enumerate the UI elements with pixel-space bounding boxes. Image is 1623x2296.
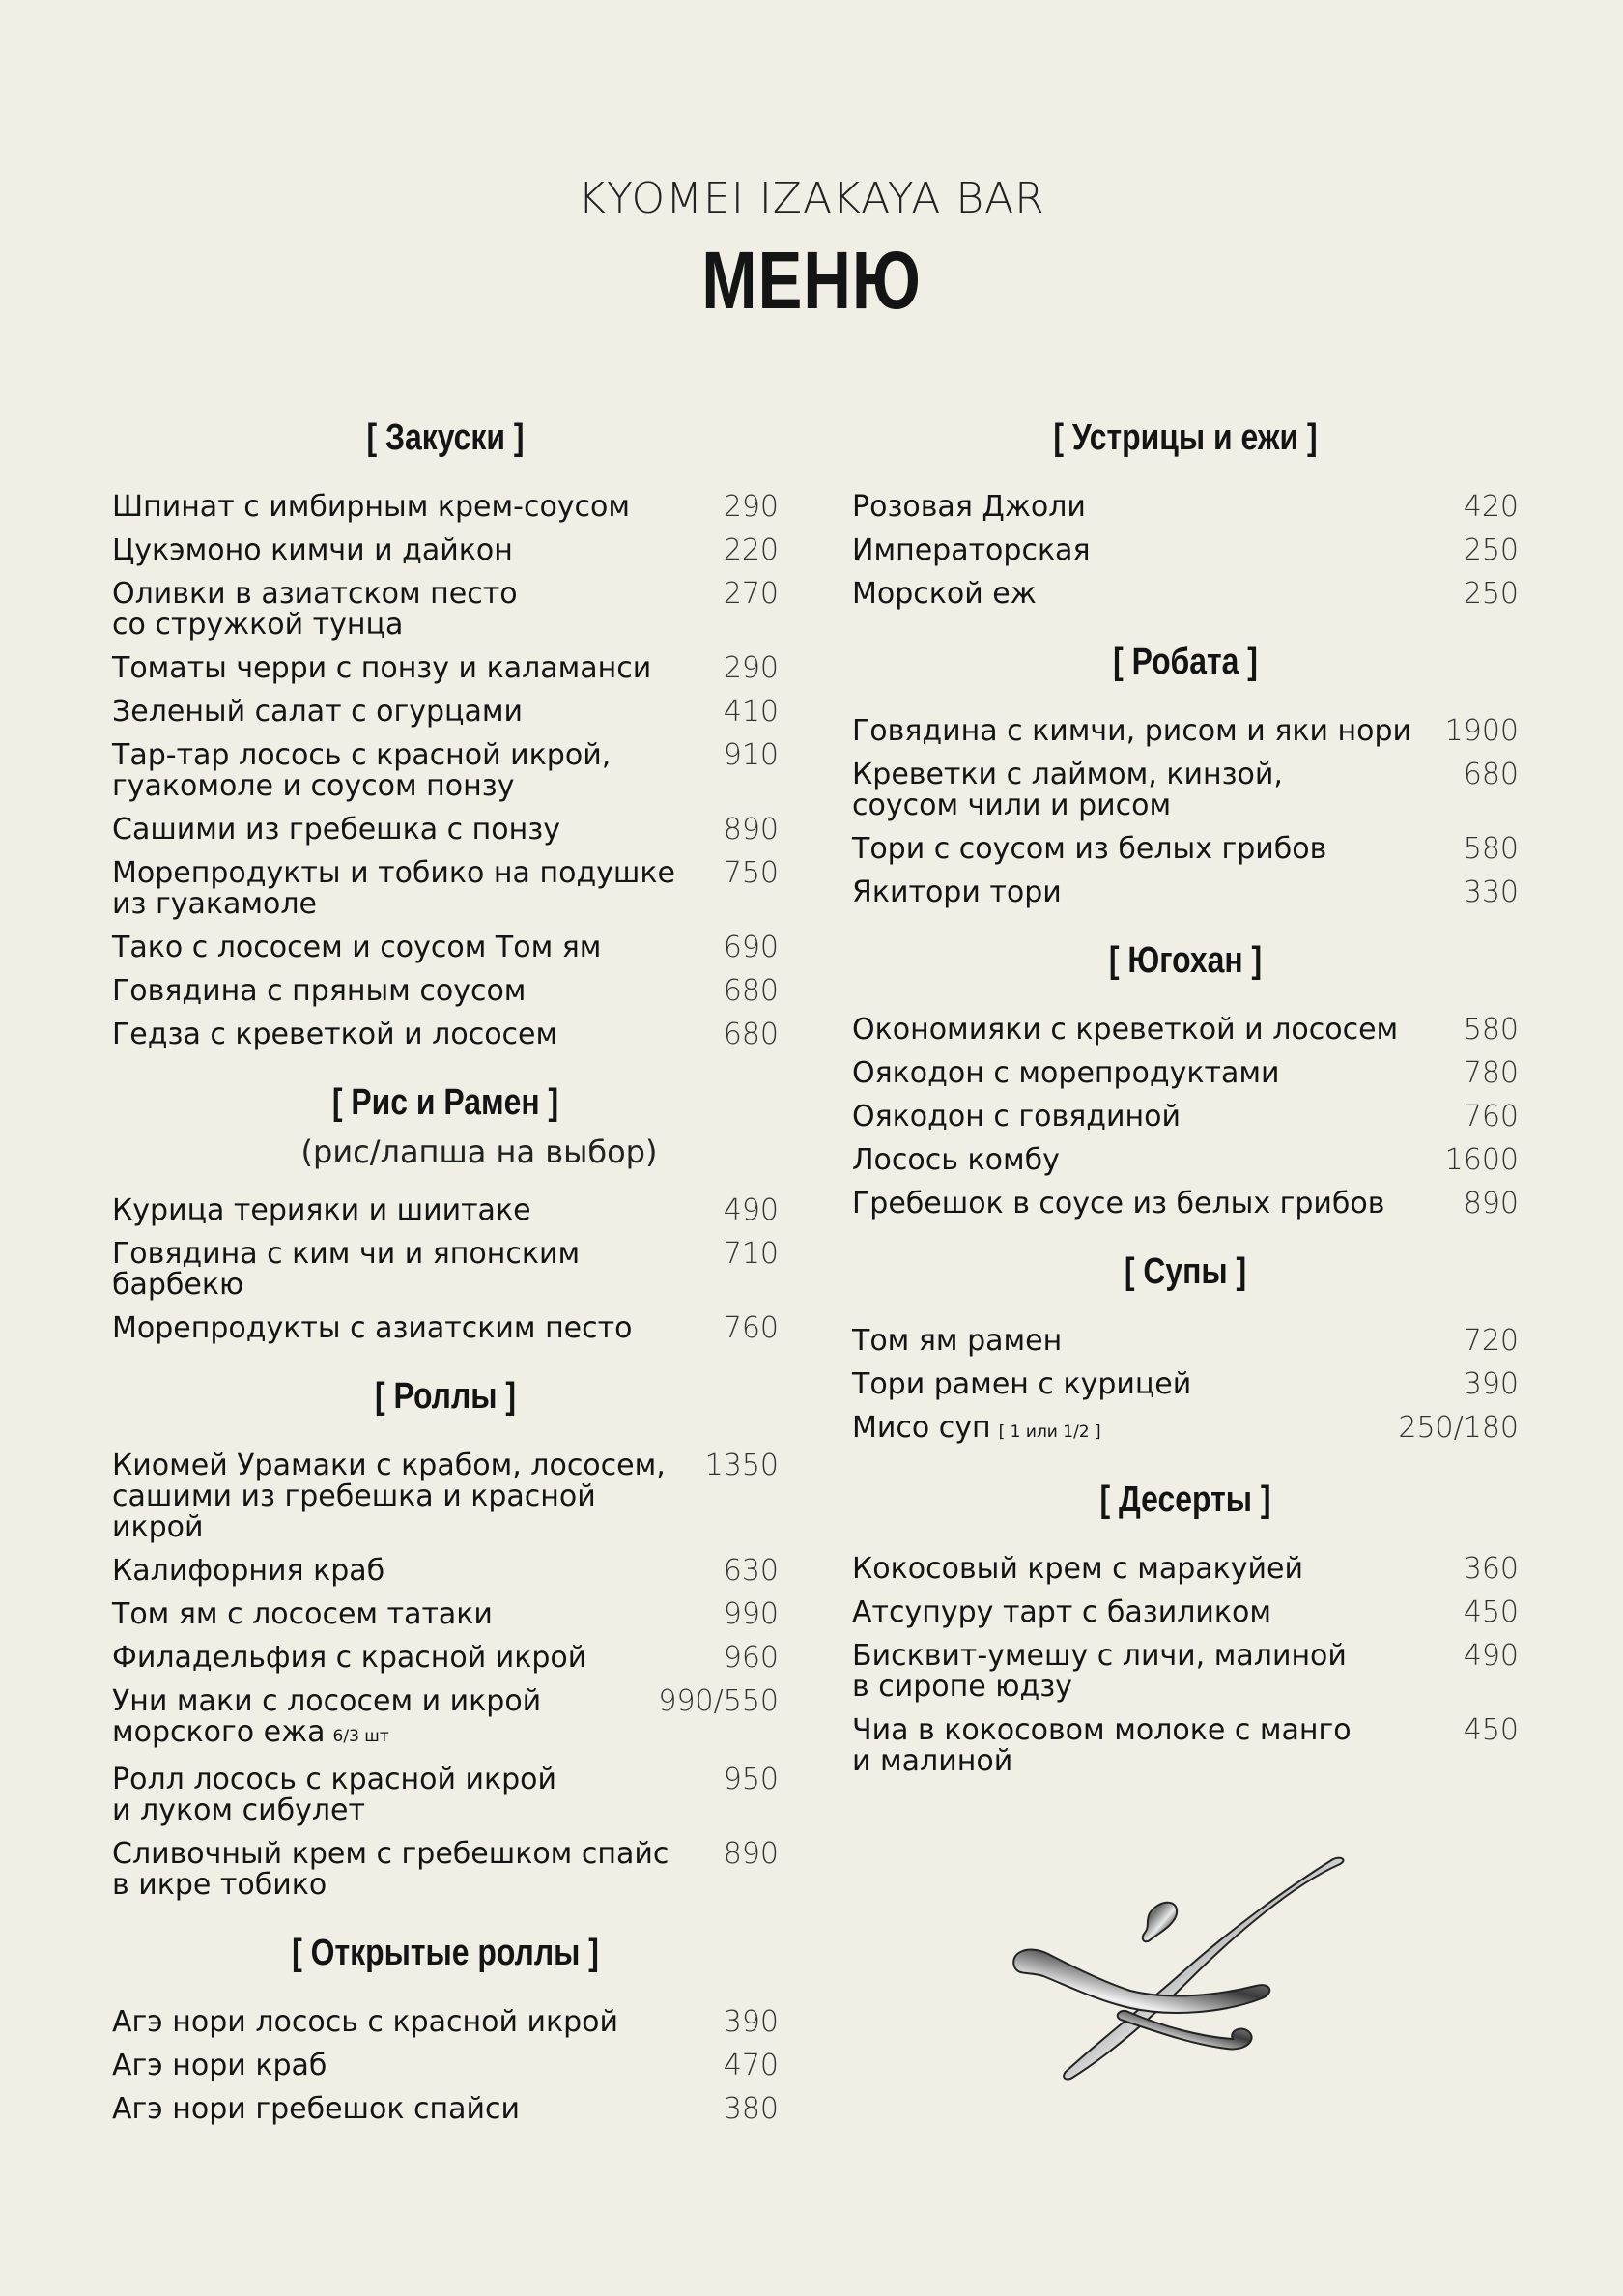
item-price: 760 — [723, 1311, 779, 1345]
item-name — [852, 716, 1411, 747]
item-name — [112, 815, 560, 846]
item-name-text: Филадельфия с красной икрой — [112, 1641, 587, 1675]
item-name-text: Агэ нори лосось с красной икрой — [112, 2005, 619, 2039]
item-name-text: Агэ нори краб — [112, 2049, 327, 2082]
item-name — [852, 579, 1037, 610]
item-name — [852, 1554, 1303, 1585]
menu-section — [852, 1473, 1519, 1777]
item-price: 780 — [1463, 1056, 1519, 1090]
item-name-text: Морепродукты и тобико на подушке из гуакамоле — [112, 856, 675, 921]
item-name — [852, 1326, 1062, 1357]
item-price: 450 — [1463, 1713, 1519, 1747]
item-name-text: Тори с соусом из белых грибов — [852, 832, 1327, 866]
item-note: [ 1 или 1/2 ] — [998, 1422, 1101, 1442]
item-name-text: Кокосовый крем с маракуйей — [852, 1552, 1303, 1586]
menu-item — [112, 1686, 779, 1752]
item-name — [112, 1019, 557, 1050]
item-note: 6/3 шт — [332, 1727, 389, 1746]
item-name — [112, 1556, 384, 1587]
item-price: 380 — [723, 2092, 779, 2126]
menu-item — [852, 1326, 1519, 1357]
item-name-text: Мисо суп — [852, 1411, 991, 1445]
item-price: 250 — [1463, 533, 1519, 567]
menu-item — [112, 2051, 779, 2081]
menu-item — [852, 1413, 1519, 1448]
menu-section — [112, 1369, 779, 1901]
item-name — [112, 858, 675, 920]
item-price: 1900 — [1444, 714, 1519, 748]
item-price: 290 — [723, 651, 779, 685]
menu-item — [112, 697, 779, 728]
item-name-text: Лосось комбу — [852, 1143, 1060, 1177]
menu-item — [852, 716, 1519, 747]
item-name — [112, 1643, 586, 1674]
menu-item — [112, 492, 779, 523]
item-name — [112, 933, 601, 963]
item-name — [112, 740, 611, 802]
item-price: 680 — [723, 1018, 779, 1051]
menu-item — [112, 1239, 779, 1301]
section-title: [ Супы ] — [1124, 1251, 1247, 1292]
item-price: 360 — [1463, 1552, 1519, 1586]
item-name — [112, 1239, 712, 1301]
item-name — [112, 653, 651, 684]
menu-item — [112, 1450, 779, 1543]
menu-item — [112, 976, 779, 1007]
section-title: [ Открытые роллы ] — [292, 1933, 599, 1973]
menu-item — [112, 579, 779, 641]
item-price: 690 — [723, 931, 779, 964]
item-name — [112, 2007, 618, 2038]
menu-item — [112, 535, 779, 566]
item-name-text: Говядина с ким чи и японским барбекю — [112, 1237, 581, 1302]
menu-item — [112, 1313, 779, 1344]
item-price: 910 — [723, 738, 779, 772]
item-price: 720 — [1463, 1324, 1519, 1358]
menu-item — [112, 1643, 779, 1674]
menu-section — [112, 1926, 779, 2125]
item-price: 250/180 — [1398, 1411, 1519, 1445]
item-name — [852, 1369, 1191, 1400]
item-price: 890 — [723, 1837, 779, 1871]
item-name-text: Морской еж — [852, 577, 1037, 611]
item-name — [852, 1715, 1352, 1777]
item-price: 960 — [723, 1641, 779, 1675]
item-name-text: Том ям с лососем татаки — [112, 1597, 493, 1631]
menu-item — [852, 1597, 1519, 1628]
item-name — [112, 1839, 669, 1901]
item-name-text: Атсупуру тарт с базиликом — [852, 1595, 1272, 1629]
item-name-text: Розовая Джоли — [852, 490, 1086, 524]
menu-item — [112, 1599, 779, 1630]
item-name — [112, 1195, 531, 1226]
item-price: 990/550 — [658, 1684, 779, 1718]
menu-item — [112, 858, 779, 920]
item-name — [852, 535, 1091, 566]
item-name — [112, 976, 526, 1007]
menu-item — [112, 2007, 779, 2038]
item-price: 710 — [723, 1237, 779, 1271]
item-name-text: Говядина с пряным соусом — [112, 974, 527, 1008]
item-name-text: Агэ нори гребешок спайси — [112, 2092, 520, 2126]
item-price: 630 — [723, 1554, 779, 1588]
menu-item — [112, 933, 779, 963]
menu-item — [112, 1556, 779, 1587]
menu-section — [112, 411, 779, 1050]
item-name-text: Оякодон с морепродуктами — [852, 1056, 1280, 1090]
item-name — [112, 2051, 327, 2081]
menu-item — [112, 1765, 779, 1826]
item-price: 1600 — [1444, 1143, 1519, 1177]
item-name-text: Том ям рамен — [852, 1324, 1063, 1358]
item-name-text: Тар-тар лосось с красной икрой, гуакомоле и соусом понзу — [112, 738, 612, 803]
item-name-text: Сашими из гребешка с понзу — [112, 813, 560, 847]
item-name-text: Якитори тори — [852, 875, 1062, 909]
item-price: 580 — [1463, 1013, 1519, 1047]
item-name-text: Зеленый салат с огурцами — [112, 695, 523, 729]
item-name-text: Тако с лососем и соусом Том ям — [112, 931, 602, 964]
menu-item — [112, 653, 779, 684]
menu-item — [852, 877, 1519, 908]
menu-item — [112, 740, 779, 802]
section-title: [ Робата ] — [1113, 642, 1258, 682]
menu-section — [852, 933, 1519, 1220]
menu-header — [0, 172, 1623, 327]
item-name-text: Оякодон с говядиной — [852, 1100, 1181, 1134]
item-name — [852, 1145, 1060, 1176]
item-price: 490 — [1463, 1639, 1519, 1673]
item-name-text: Креветки с лаймом, кинзой, соусом чили и рисом — [852, 758, 1283, 822]
menu-section — [852, 411, 1519, 610]
item-name-text: Бисквит-умешу с личи, малиной в сиропе юдзу — [852, 1639, 1347, 1704]
item-name-text: Цукэмоно кимчи и дайкон — [112, 533, 513, 567]
item-name-text: Киомей Урамаки с крабом, лососем, сашими из гребешка и красной икрой — [112, 1449, 666, 1544]
item-price: 290 — [723, 490, 779, 524]
item-price: 680 — [1463, 758, 1519, 791]
section-title: [ Десерты ] — [1099, 1479, 1271, 1520]
item-name-text: Сливочный крем с гребешком спайс в икре тобико — [112, 1837, 669, 1902]
item-name-text: Чиа в кокосовом молоке с манго и малиной — [852, 1713, 1352, 1778]
item-price: 490 — [723, 1193, 779, 1227]
page-title: МЕНЮ — [701, 235, 922, 326]
item-name-text: Уни маки с лососем и икрой морского ежа — [112, 1684, 542, 1749]
item-price: 390 — [1463, 1367, 1519, 1401]
item-name — [852, 1597, 1271, 1628]
item-name — [112, 579, 518, 641]
item-price: 220 — [723, 533, 779, 567]
item-name — [112, 1313, 632, 1344]
item-price: 890 — [723, 813, 779, 847]
menu-item — [852, 1058, 1519, 1089]
item-price: 680 — [723, 974, 779, 1008]
item-name — [852, 760, 1283, 821]
restaurant-name: KYOMEI IZAKAYA BAR — [578, 174, 1045, 223]
item-name — [112, 492, 630, 523]
menu-item — [852, 579, 1519, 610]
menu-item — [112, 1195, 779, 1226]
menu-item — [852, 1715, 1519, 1777]
menu-item — [852, 834, 1519, 865]
item-price: 580 — [1463, 832, 1519, 866]
menu-section — [112, 1076, 779, 1344]
section-title: [ Закуски ] — [366, 417, 525, 458]
item-name — [112, 535, 513, 566]
item-name — [112, 1599, 493, 1630]
item-name-text: Окономияки с креветкой и лососем — [852, 1013, 1399, 1047]
item-name — [112, 1765, 556, 1826]
item-price: 890 — [1463, 1187, 1519, 1220]
item-name — [852, 834, 1326, 865]
item-name-text: Морепродукты с азиатским песто — [112, 1311, 633, 1345]
item-name-text: Шпинат с имбирным крем-соусом — [112, 490, 631, 524]
item-name — [112, 1450, 694, 1543]
item-name — [112, 697, 523, 728]
section-title: [ Югохан ] — [1108, 940, 1263, 981]
item-name — [852, 1413, 1101, 1448]
item-name-text: Гребешок в соусе из белых грибов — [852, 1187, 1385, 1220]
item-price: 950 — [723, 1763, 779, 1796]
section-title: [ Рис и Рамен ] — [331, 1082, 559, 1123]
item-price: 270 — [723, 577, 779, 611]
menu-item — [852, 760, 1519, 821]
item-name-text: Гедза с креветкой и лососем — [112, 1018, 558, 1051]
item-price: 1350 — [704, 1449, 779, 1482]
item-name — [852, 877, 1062, 908]
item-price: 470 — [723, 2049, 779, 2082]
section-note: (рис/лапша на выбор) — [300, 1134, 658, 1170]
item-name-text: Говядина с кимчи, рисом и яки нори — [852, 714, 1412, 748]
item-price: 250 — [1463, 577, 1519, 611]
item-name — [852, 492, 1086, 523]
menu-item — [852, 1554, 1519, 1585]
item-name-text: Калифорния краб — [112, 1554, 385, 1588]
menu-column-left — [112, 411, 779, 2150]
item-name-text: Тори рамен с курицей — [852, 1367, 1192, 1401]
item-price: 420 — [1463, 490, 1519, 524]
item-name — [112, 2094, 520, 2125]
item-name — [852, 1058, 1280, 1089]
item-name-text: Оливки в азиатском песто со стружкой тунца — [112, 577, 518, 642]
section-title: [ Роллы ] — [374, 1376, 517, 1417]
menu-section — [852, 1245, 1519, 1448]
menu-item — [852, 535, 1519, 566]
item-name — [852, 1102, 1181, 1133]
item-name — [852, 1641, 1347, 1703]
section-title: [ Устрицы и ежи ] — [1053, 417, 1318, 458]
item-name-text: Курица терияки и шиитаке — [112, 1193, 531, 1227]
item-price: 990 — [723, 1597, 779, 1631]
item-price: 330 — [1463, 875, 1519, 909]
menu-item — [852, 1189, 1519, 1220]
menu-section — [852, 635, 1519, 908]
item-name-text: Ролл лосось с красной икрой и луком сибулет — [112, 1763, 557, 1827]
menu-item — [852, 1369, 1519, 1400]
item-name — [112, 1686, 541, 1752]
menu-item — [852, 1015, 1519, 1046]
item-name-text: Томаты черри с понзу и каламанси — [112, 651, 652, 685]
menu-item — [112, 815, 779, 846]
menu-item — [112, 1839, 779, 1901]
item-price: 390 — [723, 2005, 779, 2039]
menu-item — [852, 1641, 1519, 1703]
chrome-brush-logo-icon — [1005, 1855, 1352, 2087]
item-price: 410 — [723, 695, 779, 729]
item-price: 450 — [1463, 1595, 1519, 1629]
item-name — [852, 1189, 1384, 1220]
item-name-text: Императорская — [852, 533, 1091, 567]
item-price: 760 — [1463, 1100, 1519, 1134]
menu-column-right — [852, 411, 1519, 1802]
item-name — [852, 1015, 1398, 1046]
menu-item — [852, 492, 1519, 523]
menu-item — [852, 1145, 1519, 1176]
menu-item — [112, 1019, 779, 1050]
menu-item — [112, 2094, 779, 2125]
menu-item — [852, 1102, 1519, 1133]
item-price: 750 — [723, 856, 779, 890]
